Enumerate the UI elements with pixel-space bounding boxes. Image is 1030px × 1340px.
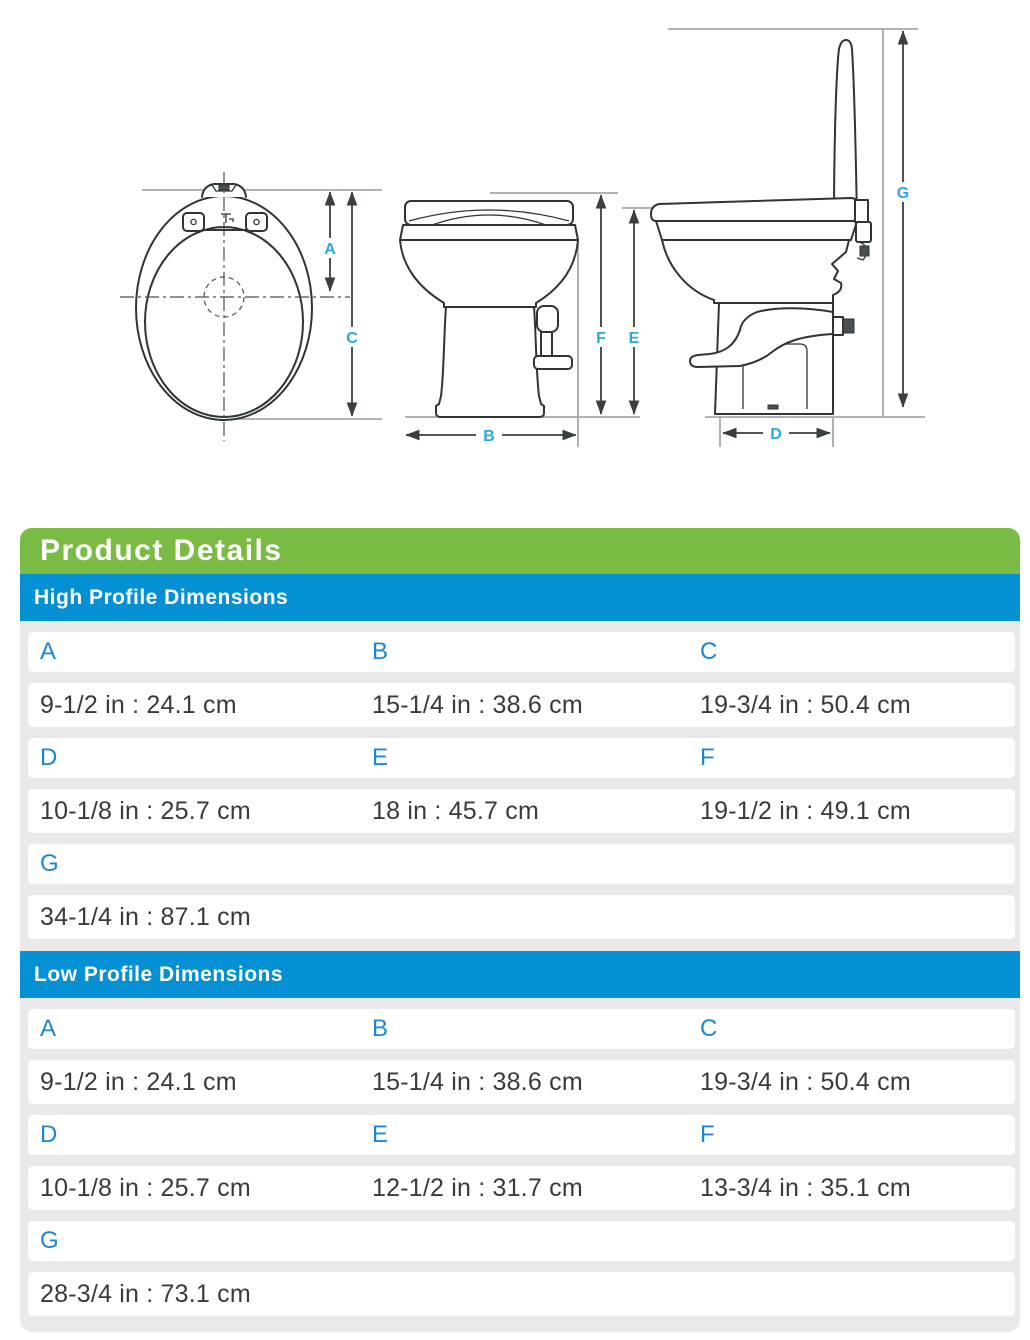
svg-text:F: F (596, 330, 606, 347)
letter-row (28, 632, 1015, 672)
dim-letter: E (372, 744, 389, 771)
hinge-left (183, 213, 204, 231)
value-row (28, 789, 1015, 833)
section-heading: High Profile Dimensions (34, 585, 289, 609)
dim-letter: F (700, 744, 715, 771)
page-title: Product Details (40, 534, 283, 567)
dim-label-F (590, 327, 612, 347)
low-profile-header (20, 951, 1020, 998)
water-valve (537, 306, 558, 332)
dim-letter: G (40, 1227, 59, 1254)
high-profile-header (20, 574, 1020, 621)
dim-label-G (892, 182, 914, 202)
dim-value: 18 in : 45.7 cm (372, 796, 539, 825)
dim-value: 9-1/2 in : 24.1 cm (40, 690, 237, 719)
dim-label-E (623, 327, 645, 347)
section-heading: Low Profile Dimensions (34, 962, 284, 986)
top-view-drawing (120, 172, 382, 441)
product-details-card (20, 528, 1020, 1332)
front-view-drawing (400, 193, 654, 447)
svg-text:A: A (324, 241, 336, 258)
dimension-diagram (0, 0, 1030, 500)
side-view-drawing (651, 29, 925, 447)
dim-value: 12-1/2 in : 31.7 cm (372, 1173, 583, 1202)
letter-row (28, 1221, 1015, 1261)
letter-row (28, 1009, 1015, 1049)
dim-letter: B (372, 1015, 389, 1042)
dim-value: 15-1/4 in : 38.6 cm (372, 1067, 583, 1096)
dim-letter: A (40, 1015, 57, 1042)
letter-row (28, 844, 1015, 884)
svg-text:C: C (346, 330, 358, 347)
dim-value: 19-3/4 in : 50.4 cm (700, 690, 911, 719)
dim-letter: C (700, 638, 718, 665)
value-row (28, 895, 1015, 939)
dim-value: 15-1/4 in : 38.6 cm (372, 690, 583, 719)
hinge-right (246, 213, 267, 231)
svg-text:D: D (770, 426, 782, 443)
letter-row (28, 1115, 1015, 1155)
dim-value: 19-3/4 in : 50.4 cm (700, 1067, 911, 1096)
dim-value: 13-3/4 in : 35.1 cm (700, 1173, 911, 1202)
product-details-header (20, 528, 1020, 574)
svg-text:G: G (896, 185, 910, 202)
value-row (28, 1272, 1015, 1316)
dim-value: 34-1/4 in : 87.1 cm (40, 902, 251, 931)
dim-letter: D (40, 1121, 58, 1148)
dim-value: 9-1/2 in : 24.1 cm (40, 1067, 237, 1096)
dim-letter: C (700, 1015, 718, 1042)
dim-letter: A (40, 638, 57, 665)
open-lid (834, 40, 857, 220)
dim-value: 19-1/2 in : 49.1 cm (700, 796, 911, 825)
svg-text:E: E (628, 330, 640, 347)
dim-label-B (476, 425, 502, 445)
dim-value: 10-1/8 in : 25.7 cm (40, 796, 251, 825)
dim-value: 28-3/4 in : 73.1 cm (40, 1279, 251, 1308)
dim-letter: B (372, 638, 389, 665)
dim-letter: D (40, 744, 58, 771)
dim-label-A (319, 238, 341, 258)
dim-label-C (341, 327, 363, 347)
dim-letter: F (700, 1121, 715, 1148)
value-row (28, 1060, 1015, 1104)
value-row (28, 683, 1015, 727)
dim-value: 10-1/8 in : 25.7 cm (40, 1173, 251, 1202)
letter-row (28, 738, 1015, 778)
svg-text:B: B (483, 428, 495, 445)
dim-letter: E (372, 1121, 389, 1148)
dim-label-D (763, 423, 789, 443)
value-row (28, 1166, 1015, 1210)
dim-letter: G (40, 850, 59, 877)
